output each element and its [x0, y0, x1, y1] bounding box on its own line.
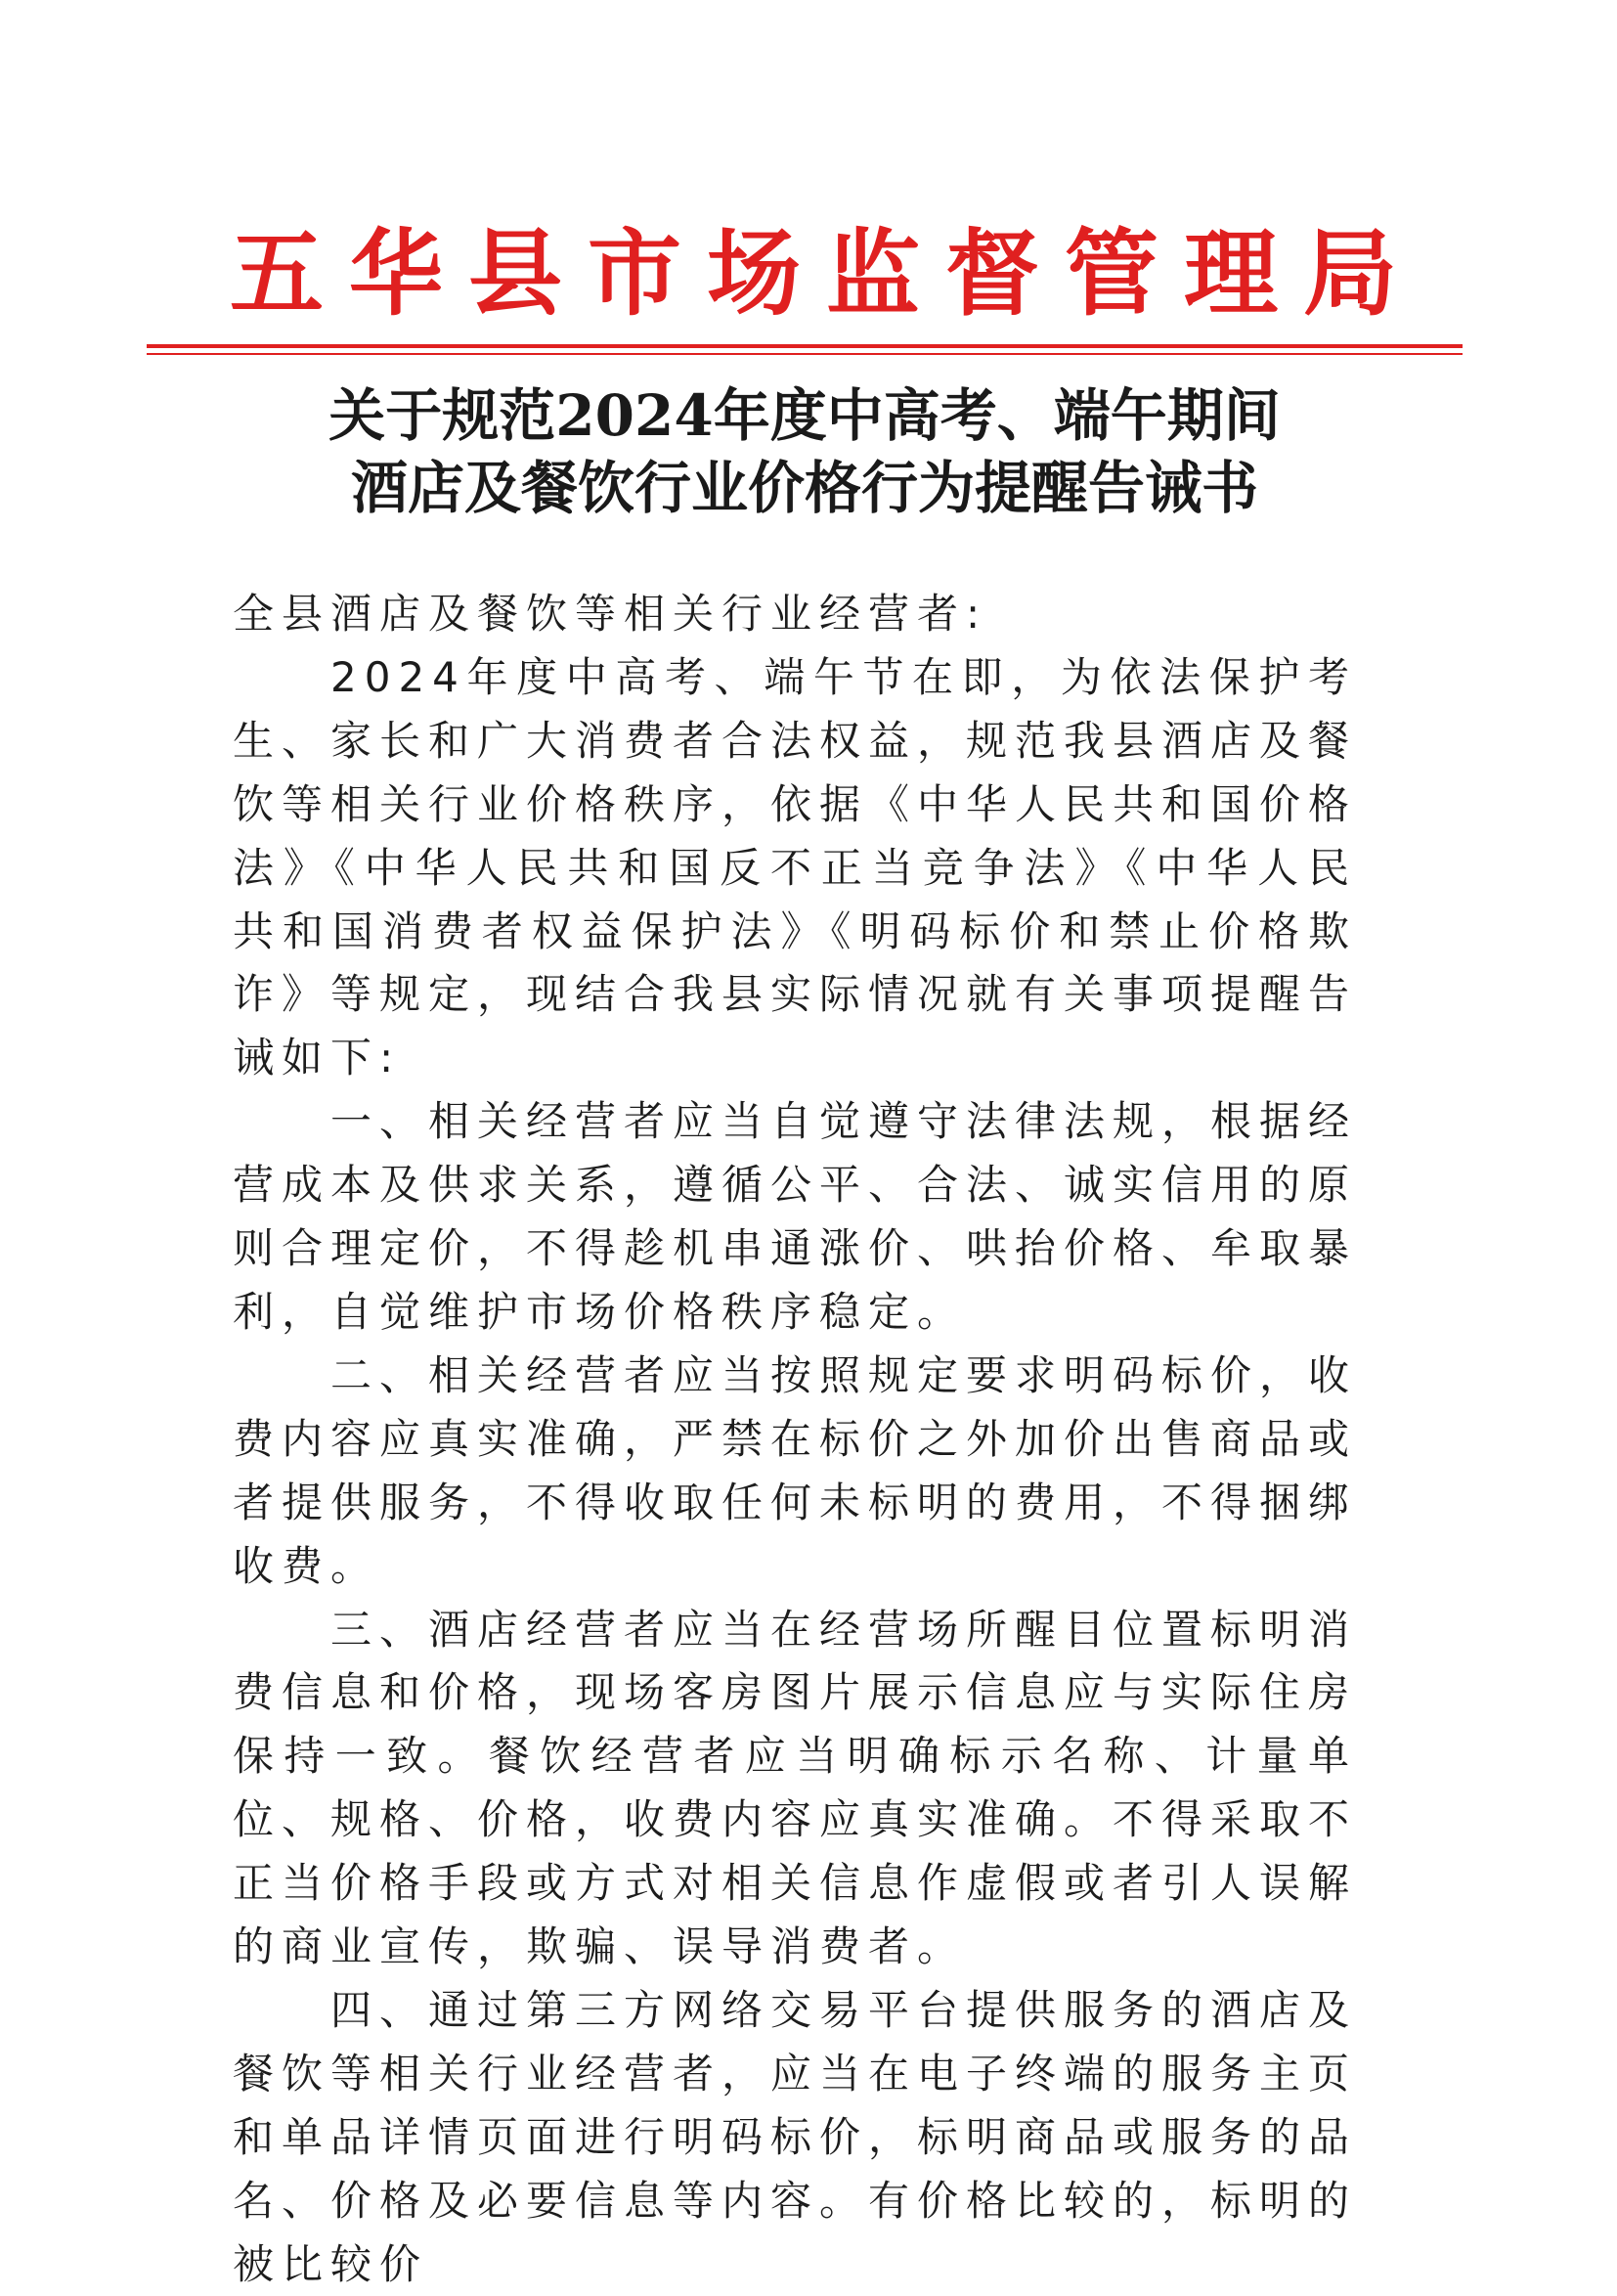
item-3-paragraph: 三、酒店经营者应当在经营场所醒目位置标明消费信息和价格，现场客房图片展示信息应与实际住房保持一致。餐饮经营者应当明确标示名称、计量单位、规格、价格，收费内容应真实准确。不得采取不正当价格手段或方式对相关信息作虚假或者引人误解的商业宣传，欺骗、误导消费者。	[233, 1605, 1358, 1971]
agency-letterhead: 五华县市场监督管理局	[230, 218, 1422, 329]
item-2-paragraph: 二、相关经营者应当按照规定要求明码标价，收费内容应真实准确，严禁在标价之外加价出售商品或者提供服务，不得收取任何未标明的费用，不得捆绑收费。	[233, 1350, 1358, 1590]
document-title	[147, 379, 1463, 524]
salutation: 全县酒店及餐饮等相关行业经营者:	[233, 590, 988, 638]
letterhead-divider-thin	[147, 353, 1463, 355]
item-1-paragraph: 一、相关经营者应当自觉遵守法律法规，根据经营成本及供求关系，遵循公平、合法、诚实信用的原则合理定价，不得趁机串通涨价、哄抬价格、牟取暴利，自觉维护市场价格秩序稳定。	[233, 1097, 1358, 1336]
item-4-paragraph: 四、通过第三方网络交易平台提供服务的酒店及餐饮等相关行业经营者，应当在电子终端的服务主页和单品详情页面进行明码标价，标明商品或服务的品名、价格及必要信息等内容。有价格比较的，标明的被比较价	[233, 1985, 1358, 2288]
document-title-line-1: 关于规范2024年度中高考、端午期间	[328, 382, 1281, 449]
document-body	[233, 583, 1357, 2296]
document-title-line-2: 酒店及餐饮行业价格行为提醒告诫书	[350, 455, 1258, 521]
intro-paragraph: 2024年度中高考、端午节在即，为依法保护考生、家长和广大消费者合法权益，规范我县酒店及餐饮等相关行业价格秩序，依据《中华人民共和国价格法》《中华人民共和国反不正当竞争法》《中华人民共和国消费者权益保护法》《明码标价和禁止价格欺诈》等规定，现结合我县实际情况就有关事项提醒告诫如下:	[233, 652, 1358, 1082]
letterhead-divider-thick	[147, 344, 1463, 348]
